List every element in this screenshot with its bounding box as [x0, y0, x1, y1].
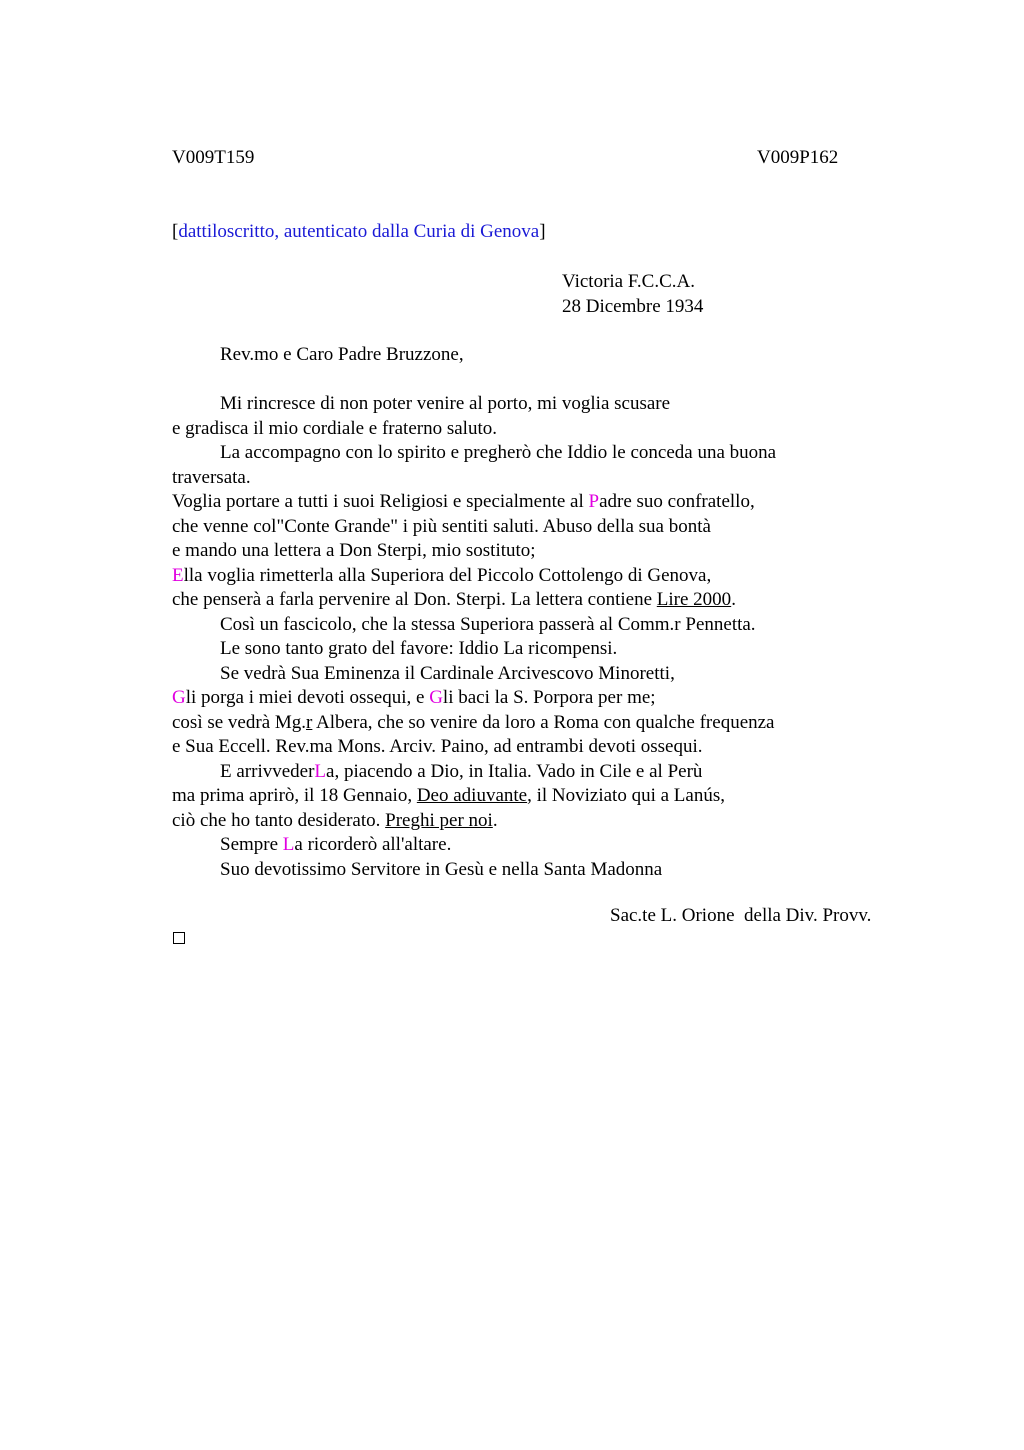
letter-line: e mando una lettera a Don Sterpi, mio sostituto; — [172, 540, 536, 561]
letter-line: che venne col"Conte Grande" i più sentiti saluti. Abuso della sua bontà — [172, 515, 711, 537]
highlight-letter: G — [429, 687, 443, 708]
letter-line: traversata. — [172, 466, 251, 488]
letter-line: e Sua Eccell. Rev.ma Mons. Arciv. Paino, ad entrambi devoti ossequi. — [172, 736, 703, 757]
highlight-letter: L — [314, 760, 327, 782]
letter-line: Le sono tanto grato del favore: Iddio La ricompensi. — [220, 638, 618, 659]
editorial-note — [172, 221, 546, 243]
note-close-bracket: ] — [539, 221, 546, 242]
letter-line: ciò che ho tanto desiderato. Preghi per noi. — [172, 809, 498, 831]
letter-line: La accompagno con lo spirito e pregherò che Iddio le conceda una buona — [220, 442, 777, 463]
letter-line: Voglia portare a tutti i suoi Religiosi e specialmente al Padre suo confratello, — [172, 491, 755, 512]
letter-line: e gradisca il mio cordiale e fraterno saluto. — [172, 417, 497, 439]
letter-line: Ella voglia rimetterla alla Superiora del Piccolo Cottolengo di Genova, — [172, 564, 712, 586]
letter-line: ma prima aprirò, il 18 Gennaio, Deo adiuvante, il Noviziato qui a Lanús, — [172, 785, 725, 806]
underlined-text: Lire 2000 — [656, 589, 732, 610]
letter-line: Se vedrà Sua Eminenza il Cardinale Arcivescovo Minoretti, — [220, 662, 675, 684]
letter-line: E arrivvederLa, piacendo a Dio, in Italia. Vado in Cile e al Perù — [220, 760, 703, 782]
highlight-letter: L — [282, 834, 295, 855]
highlight-letter: G — [172, 687, 186, 708]
letter-date: 28 Dicembre 1934 — [562, 295, 704, 317]
underlined-text: Deo adiuvante — [416, 785, 528, 806]
letter-line: così se vedrà Mg.r Albera, che so venire da loro a Roma con qualche frequenza — [172, 711, 775, 733]
letter-line: Mi rincresce di non poter venire al porto, mi voglia scusare — [220, 393, 671, 414]
place-date-block — [562, 270, 703, 319]
letter-line: Sempre La ricorderò all'altare. — [220, 834, 452, 855]
letter-body — [172, 343, 892, 882]
letter-line: che penserà a farla pervenire al Don. Sterpi. La lettera contiene Lire 2000. — [172, 589, 736, 610]
salutation: Rev.mo e Caro Padre Bruzzone, — [220, 344, 464, 365]
letter-line: Suo devotissimo Servitore in Gesù e nella Santa Madonna — [220, 858, 663, 880]
letter-line: Gli porga i miei devoti ossequi, e Gli baci la S. Porpora per me; — [172, 687, 656, 708]
underlined-text: r — [306, 711, 313, 733]
highlight-letter: E — [172, 564, 184, 586]
highlight-letter: P — [588, 491, 600, 512]
end-marker-box-icon — [173, 932, 185, 944]
place-location: Victoria F.C.C.A. — [562, 271, 695, 292]
signature: Sac.te L. Orione della Div. Provv. — [610, 905, 872, 926]
document-code-right: V009P162 — [757, 147, 839, 168]
note-open-bracket: [ — [172, 221, 179, 242]
letter-line: Così un fascicolo, che la stessa Superiora passerà al Comm.r Pennetta. — [220, 613, 756, 635]
document-code-left: V009T159 — [172, 147, 255, 168]
underlined-text: Preghi per noi — [385, 809, 493, 831]
note-text: dattiloscritto, autenticato dalla Curia di Genova — [178, 221, 540, 242]
